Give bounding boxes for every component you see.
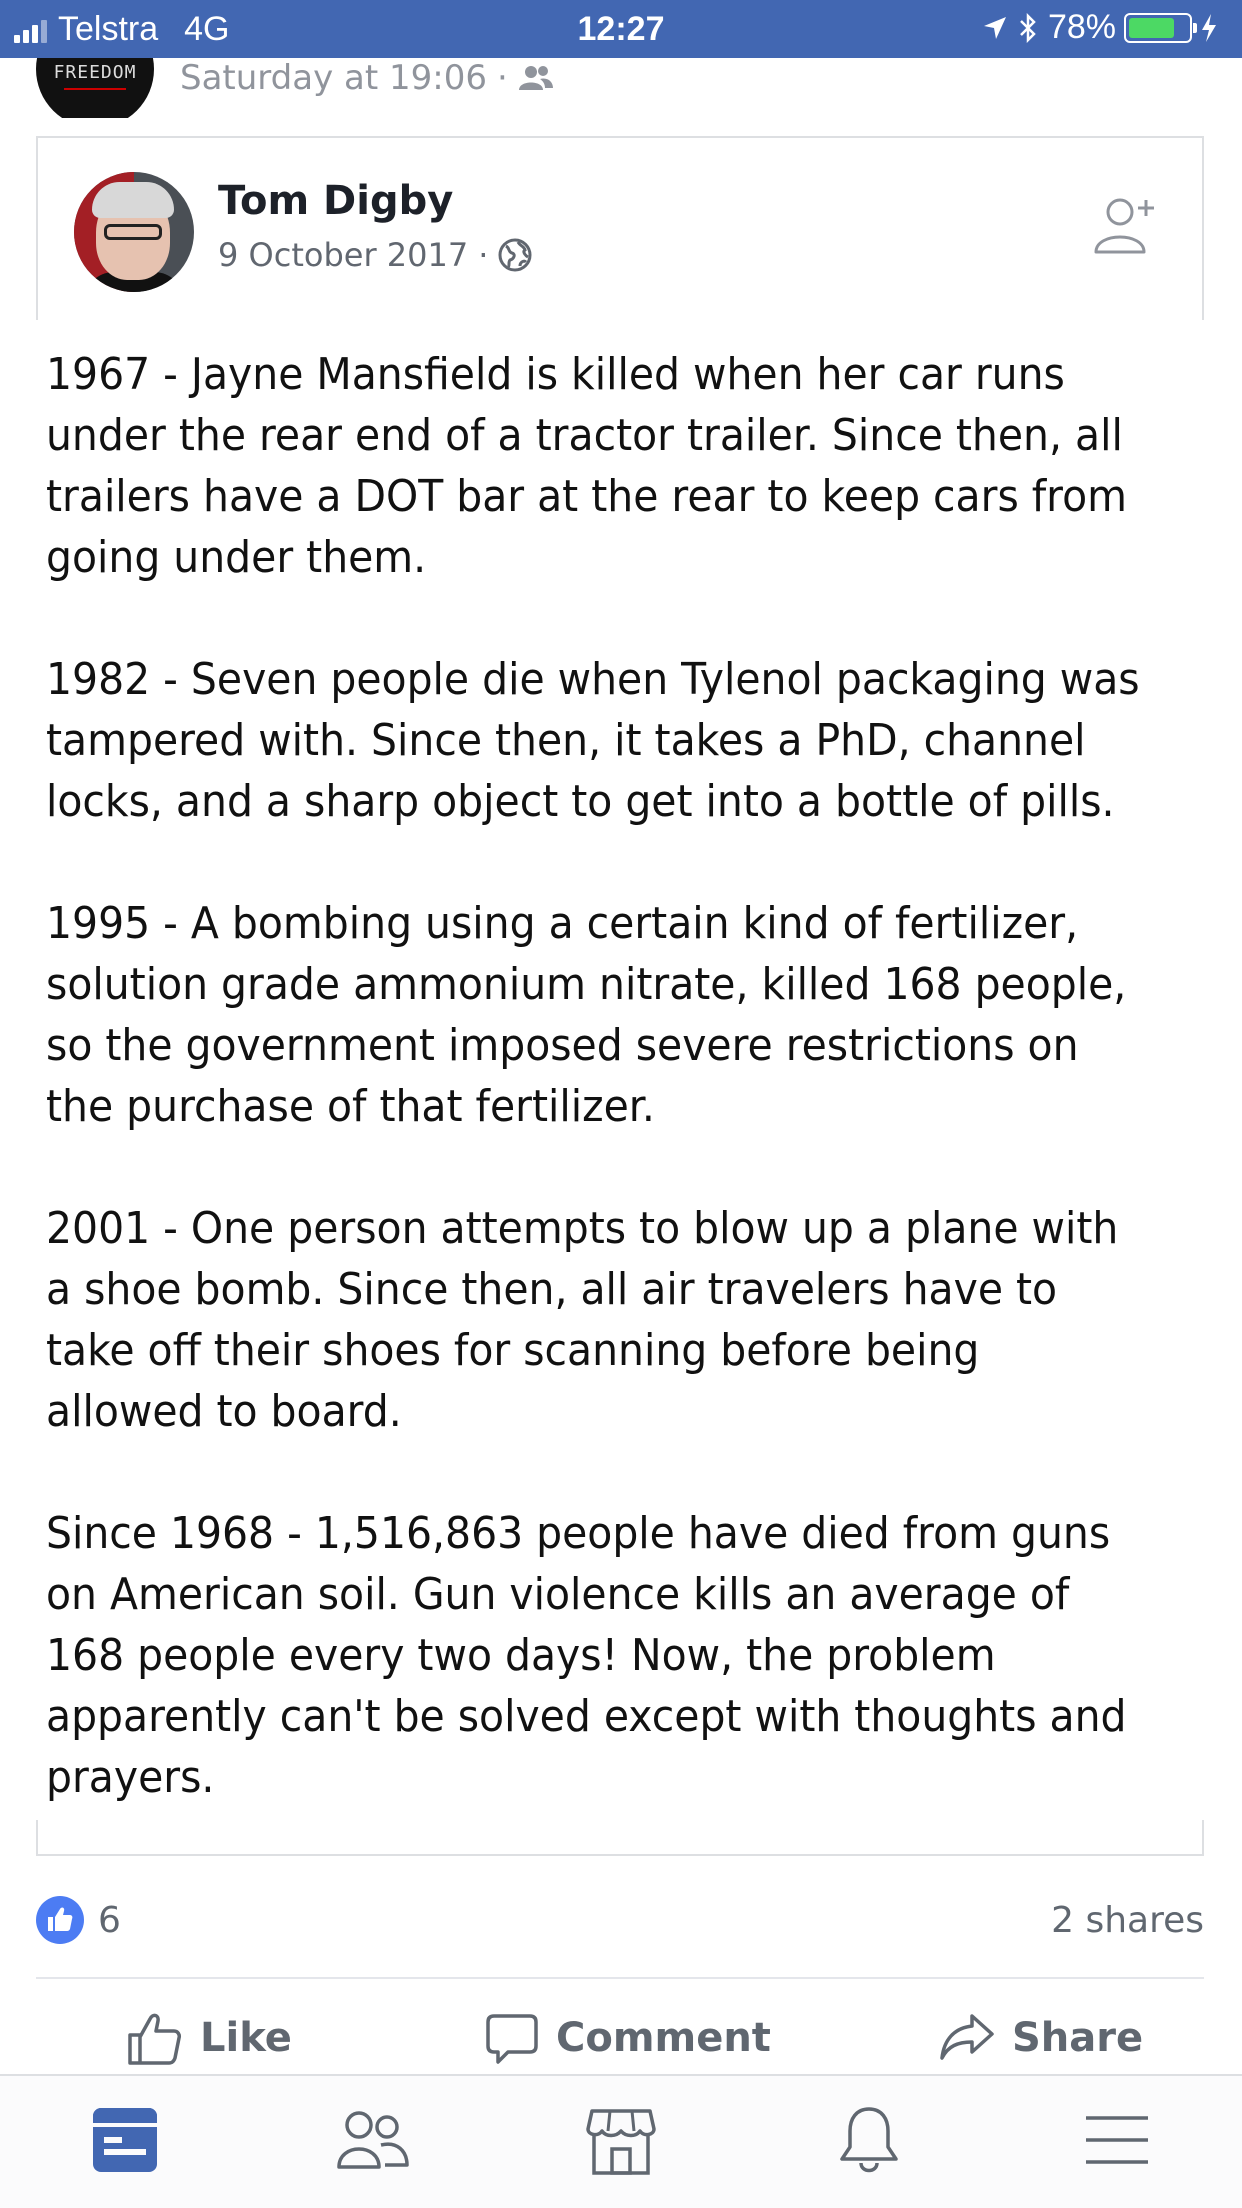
action-bar — [0, 2000, 1242, 2076]
status-time: 12:27 — [577, 10, 665, 48]
tab-notifications[interactable] — [824, 2100, 914, 2180]
marketplace-icon — [584, 2103, 658, 2177]
tab-menu[interactable] — [1072, 2100, 1162, 2180]
paragraph-1967: 1967 - Jayne Mansfield is killed when her car runs under the rear end of a tractor trailer. Since then, all trailers have a DOT bar at the rear to keep cars from going under them. — [46, 349, 1128, 583]
divider — [36, 1977, 1204, 1979]
previous-post-header — [0, 58, 1242, 118]
shares-count[interactable]: 2 shares — [1051, 1900, 1204, 1941]
bluetooth-icon — [1018, 13, 1038, 43]
bottom-tab-bar — [0, 2074, 1242, 2208]
friends-icon — [518, 65, 554, 91]
battery-icon — [1124, 13, 1192, 43]
status-bar — [0, 0, 1242, 58]
avatar-text: FREEDOM — [53, 62, 137, 83]
paragraph-1982: 1982 - Seven people die when Tylenol packaging was tampered with. Since then, it takes a PhD, channel locks, and a sharp object to get into a bottle of pills. — [46, 654, 1140, 827]
shared-post-card-footer — [36, 1820, 1204, 1856]
post-text — [46, 344, 1143, 1808]
meta-separator: · — [496, 58, 508, 98]
author-name[interactable]: Tom Digby — [218, 178, 454, 224]
battery-percent: 78% — [1047, 8, 1116, 46]
like-reaction-icon[interactable] — [36, 1896, 84, 1944]
previous-post-timestamp[interactable]: Saturday at 19:06 — [180, 58, 487, 98]
add-friend-icon[interactable] — [1090, 192, 1160, 262]
charging-bolt-icon — [1200, 13, 1218, 43]
author-avatar[interactable] — [74, 172, 194, 292]
location-arrow-icon — [982, 15, 1008, 41]
post-meta — [218, 236, 532, 274]
reactions-bar — [36, 1894, 1204, 1950]
thumbs-up-icon — [126, 2009, 184, 2067]
carrier-name: Telstra — [58, 10, 159, 48]
tab-marketplace[interactable] — [576, 2100, 666, 2180]
like-label: Like — [200, 2015, 292, 2061]
shared-post-card-header — [36, 136, 1204, 320]
share-label: Share — [1012, 2015, 1144, 2061]
paragraph-since-1968: Since 1968 - 1,516,863 people have died from guns on American soil. Gun violence kills an average of 168 people every two days! Now, the problem apparently can't be solved except with thoughts and prayers. — [46, 1508, 1127, 1803]
friends-icon — [335, 2105, 411, 2175]
comment-button[interactable] — [484, 2000, 771, 2076]
comment-icon — [484, 2010, 540, 2066]
network-type: 4G — [184, 10, 230, 48]
paragraph-1995: 1995 - A bombing using a certain kind of fertilizer, solution grade ammonium nitrate, killed 168 people, so the government imposed severe restrictions on the purchase of that fertilizer. — [46, 898, 1127, 1132]
globe-icon — [498, 238, 532, 272]
share-arrow-icon — [938, 2010, 996, 2066]
notifications-icon — [836, 2103, 902, 2177]
tab-news-feed[interactable] — [80, 2100, 170, 2180]
page-avatar[interactable] — [36, 58, 154, 118]
menu-icon — [1084, 2112, 1150, 2168]
share-button[interactable] — [938, 2000, 1143, 2076]
news-feed-icon — [90, 2105, 160, 2175]
meta-separator: · — [478, 236, 489, 274]
comment-label: Comment — [556, 2015, 771, 2061]
post-date[interactable]: 9 October 2017 — [218, 236, 469, 274]
tab-friends[interactable] — [328, 2100, 418, 2180]
previous-post-meta — [180, 58, 554, 98]
reaction-count[interactable]: 6 — [98, 1900, 121, 1941]
like-button[interactable] — [126, 2000, 292, 2076]
paragraph-2001: 2001 - One person attempts to blow up a plane with a shoe bomb. Since then, all air travelers have to take off their shoes for scanning before being allowed to board. — [46, 1203, 1119, 1437]
